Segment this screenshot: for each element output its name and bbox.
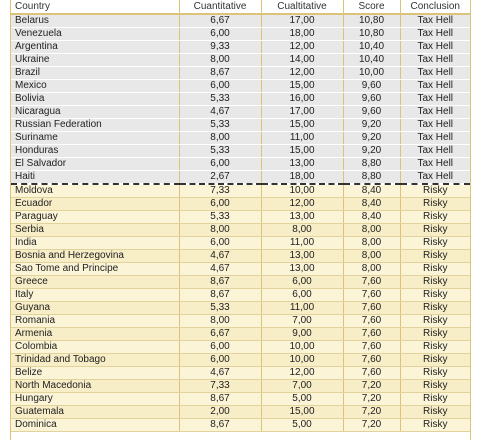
cell-country: Belarus (11, 14, 179, 28)
cell-country: Guyana (11, 302, 179, 315)
cell-conclusion: Tax Hell (400, 28, 470, 41)
cell-cualtitative: 10,00 (261, 354, 343, 367)
table-header-row (11, 0, 470, 14)
cell-cuantitative: 6,00 (179, 198, 261, 211)
header-country: Country (11, 0, 179, 14)
cell-score: 8,40 (343, 211, 400, 224)
table-row (11, 211, 470, 224)
cell-score: 8,80 (343, 158, 400, 171)
cell-cuantitative: 5,33 (179, 145, 261, 158)
cell-cualtitative: 11,00 (261, 302, 343, 315)
cell-country: Moldova (11, 184, 179, 198)
cell-cualtitative: 11,00 (261, 237, 343, 250)
cell-country: Venezuela (11, 28, 179, 41)
cell-cualtitative: 18,00 (261, 28, 343, 41)
cell-cualtitative: 16,00 (261, 93, 343, 106)
cell-score: 9,60 (343, 80, 400, 93)
cell-cualtitative: 8,00 (261, 224, 343, 237)
table-row (11, 341, 470, 354)
table-body (11, 14, 470, 432)
cell-score: 8,40 (343, 184, 400, 198)
cell-conclusion: Tax Hell (400, 41, 470, 54)
cell-cuantitative: 2,00 (179, 406, 261, 419)
cell-conclusion: Tax Hell (400, 106, 470, 119)
cell-country: India (11, 237, 179, 250)
table-row (11, 315, 470, 328)
cell-country: Greece (11, 276, 179, 289)
cell-cuantitative: 6,67 (179, 14, 261, 28)
cell-cualtitative: 10,00 (261, 184, 343, 198)
cell-country: North Macedonia (11, 380, 179, 393)
cell-country: Bosnia and Herzegovina (11, 250, 179, 263)
cell-conclusion: Tax Hell (400, 80, 470, 93)
cell-cuantitative: 8,67 (179, 289, 261, 302)
table-row (11, 158, 470, 171)
cell-score: 7,20 (343, 419, 400, 432)
table-frame-right (470, 0, 471, 440)
cell-cuantitative: 6,00 (179, 354, 261, 367)
cell-score: 7,60 (343, 354, 400, 367)
cell-cuantitative: 6,00 (179, 158, 261, 171)
cell-score: 9,20 (343, 145, 400, 158)
cell-score: 8,80 (343, 171, 400, 185)
header-cuantitative: Cuantitative (179, 0, 261, 14)
country-score-table (11, 0, 470, 432)
cell-score: 9,20 (343, 132, 400, 145)
cell-country: Honduras (11, 145, 179, 158)
cell-cuantitative: 4,67 (179, 250, 261, 263)
table-row (11, 354, 470, 367)
cell-cualtitative: 13,00 (261, 250, 343, 263)
cell-country: Hungary (11, 393, 179, 406)
cell-score: 7,20 (343, 380, 400, 393)
cell-country: Haiti (11, 171, 179, 185)
table-row (11, 184, 470, 198)
cell-cuantitative: 5,33 (179, 211, 261, 224)
cell-conclusion: Risky (400, 354, 470, 367)
cell-conclusion: Risky (400, 393, 470, 406)
cell-conclusion: Risky (400, 315, 470, 328)
cell-conclusion: Risky (400, 302, 470, 315)
cell-country: Guatemala (11, 406, 179, 419)
cell-score: 10,80 (343, 14, 400, 28)
cell-conclusion: Risky (400, 406, 470, 419)
cell-conclusion: Risky (400, 419, 470, 432)
cell-cuantitative: 4,67 (179, 367, 261, 380)
cell-conclusion: Risky (400, 367, 470, 380)
cell-cuantitative: 4,67 (179, 106, 261, 119)
table-row (11, 302, 470, 315)
cell-country: Sao Tome and Principe (11, 263, 179, 276)
cell-cualtitative: 6,00 (261, 289, 343, 302)
cell-cualtitative: 17,00 (261, 106, 343, 119)
table-row (11, 93, 470, 106)
table-row (11, 328, 470, 341)
cell-cualtitative: 13,00 (261, 211, 343, 224)
cell-conclusion: Risky (400, 250, 470, 263)
table-row (11, 289, 470, 302)
table-row (11, 14, 470, 28)
cell-score: 8,40 (343, 198, 400, 211)
cell-cuantitative: 9,33 (179, 41, 261, 54)
cell-cuantitative: 8,67 (179, 393, 261, 406)
cell-cualtitative: 15,00 (261, 145, 343, 158)
table-row (11, 380, 470, 393)
cell-cualtitative: 5,00 (261, 419, 343, 432)
cell-score: 7,60 (343, 276, 400, 289)
cell-country: Ecuador (11, 198, 179, 211)
table-row (11, 393, 470, 406)
table-row (11, 406, 470, 419)
cell-cualtitative: 15,00 (261, 406, 343, 419)
cell-score: 7,60 (343, 367, 400, 380)
cell-cualtitative: 12,00 (261, 67, 343, 80)
cell-country: Mexico (11, 80, 179, 93)
cell-cualtitative: 18,00 (261, 171, 343, 185)
table-row (11, 28, 470, 41)
cell-cualtitative: 7,00 (261, 315, 343, 328)
cell-conclusion: Risky (400, 211, 470, 224)
cell-country: El Salvador (11, 158, 179, 171)
cell-cuantitative: 8,67 (179, 67, 261, 80)
table-row (11, 224, 470, 237)
table-row (11, 41, 470, 54)
table-row (11, 145, 470, 158)
cell-cuantitative: 6,67 (179, 328, 261, 341)
cell-cuantitative: 6,00 (179, 341, 261, 354)
cell-country: Dominica (11, 419, 179, 432)
header-cualtitative: Cualtitative (261, 0, 343, 14)
cell-score: 8,00 (343, 263, 400, 276)
cell-conclusion: Tax Hell (400, 132, 470, 145)
cell-cuantitative: 5,33 (179, 302, 261, 315)
cell-score: 7,20 (343, 393, 400, 406)
cell-country: Paraguay (11, 211, 179, 224)
cell-cualtitative: 13,00 (261, 158, 343, 171)
cell-conclusion: Risky (400, 263, 470, 276)
cell-cualtitative: 9,00 (261, 328, 343, 341)
cell-score: 7,20 (343, 406, 400, 419)
cell-country: Bolivia (11, 93, 179, 106)
cell-conclusion: Tax Hell (400, 54, 470, 67)
cell-cuantitative: 7,33 (179, 380, 261, 393)
header-conclusion: Conclusion (400, 0, 470, 14)
cell-cuantitative: 7,33 (179, 184, 261, 198)
table-row (11, 419, 470, 432)
cell-score: 7,60 (343, 289, 400, 302)
cell-country: Romania (11, 315, 179, 328)
cell-cualtitative: 6,00 (261, 276, 343, 289)
table-row (11, 367, 470, 380)
cell-country: Serbia (11, 224, 179, 237)
cell-conclusion: Risky (400, 198, 470, 211)
cell-cualtitative: 14,00 (261, 54, 343, 67)
cell-cualtitative: 7,00 (261, 380, 343, 393)
cell-score: 8,00 (343, 224, 400, 237)
cell-cuantitative: 8,00 (179, 224, 261, 237)
cell-score: 9,60 (343, 106, 400, 119)
cell-cuantitative: 8,00 (179, 54, 261, 67)
table-row (11, 80, 470, 93)
table-row (11, 276, 470, 289)
cell-score: 10,00 (343, 67, 400, 80)
cell-country: Armenia (11, 328, 179, 341)
cell-conclusion: Tax Hell (400, 67, 470, 80)
cell-cuantitative: 8,67 (179, 276, 261, 289)
cell-conclusion: Risky (400, 224, 470, 237)
cell-cuantitative: 8,00 (179, 132, 261, 145)
cell-conclusion: Tax Hell (400, 119, 470, 132)
cell-score: 7,60 (343, 302, 400, 315)
cell-cuantitative: 6,00 (179, 28, 261, 41)
header-score: Score (343, 0, 400, 14)
cell-cualtitative: 15,00 (261, 80, 343, 93)
cell-score: 7,60 (343, 315, 400, 328)
cell-cuantitative: 5,33 (179, 119, 261, 132)
cell-cuantitative: 4,67 (179, 263, 261, 276)
table-row (11, 132, 470, 145)
cell-cuantitative: 6,00 (179, 80, 261, 93)
cell-score: 7,60 (343, 341, 400, 354)
cell-score: 9,60 (343, 93, 400, 106)
table-row (11, 119, 470, 132)
cell-conclusion: Risky (400, 289, 470, 302)
cell-score: 10,80 (343, 28, 400, 41)
cell-cualtitative: 5,00 (261, 393, 343, 406)
cell-cuantitative: 8,00 (179, 315, 261, 328)
cell-cualtitative: 12,00 (261, 198, 343, 211)
cell-cualtitative: 13,00 (261, 263, 343, 276)
cell-conclusion: Risky (400, 237, 470, 250)
cell-country: Suriname (11, 132, 179, 145)
cell-cualtitative: 12,00 (261, 41, 343, 54)
cell-cualtitative: 12,00 (261, 367, 343, 380)
cell-country: Trinidad and Tobago (11, 354, 179, 367)
table-row (11, 263, 470, 276)
cell-cuantitative: 5,33 (179, 93, 261, 106)
cell-country: Colombia (11, 341, 179, 354)
table-row (11, 237, 470, 250)
cell-cualtitative: 11,00 (261, 132, 343, 145)
cell-country: Brazil (11, 67, 179, 80)
cell-country: Nicaragua (11, 106, 179, 119)
cell-cuantitative: 6,00 (179, 237, 261, 250)
table-row (11, 171, 470, 185)
cell-conclusion: Risky (400, 341, 470, 354)
cell-cuantitative: 8,67 (179, 419, 261, 432)
cell-score: 9,20 (343, 119, 400, 132)
cell-conclusion: Tax Hell (400, 158, 470, 171)
cell-conclusion: Tax Hell (400, 93, 470, 106)
cell-conclusion: Tax Hell (400, 145, 470, 158)
cell-cualtitative: 10,00 (261, 341, 343, 354)
cell-conclusion: Risky (400, 184, 470, 198)
cell-cuantitative: 2,67 (179, 171, 261, 185)
cell-conclusion: Risky (400, 276, 470, 289)
cell-country: Russian Federation (11, 119, 179, 132)
cell-conclusion: Tax Hell (400, 171, 470, 185)
table-row (11, 54, 470, 67)
cell-country: Italy (11, 289, 179, 302)
cell-score: 8,00 (343, 250, 400, 263)
cell-country: Belize (11, 367, 179, 380)
table-row (11, 198, 470, 211)
cell-cualtitative: 17,00 (261, 14, 343, 28)
cell-conclusion: Risky (400, 380, 470, 393)
table-row (11, 250, 470, 263)
cell-score: 10,40 (343, 41, 400, 54)
cell-score: 8,00 (343, 237, 400, 250)
table-row (11, 106, 470, 119)
cell-score: 7,60 (343, 328, 400, 341)
table-row (11, 67, 470, 80)
cell-country: Ukraine (11, 54, 179, 67)
cell-country: Argentina (11, 41, 179, 54)
cell-conclusion: Risky (400, 328, 470, 341)
cell-score: 10,40 (343, 54, 400, 67)
cell-cualtitative: 15,00 (261, 119, 343, 132)
cell-conclusion: Tax Hell (400, 14, 470, 28)
